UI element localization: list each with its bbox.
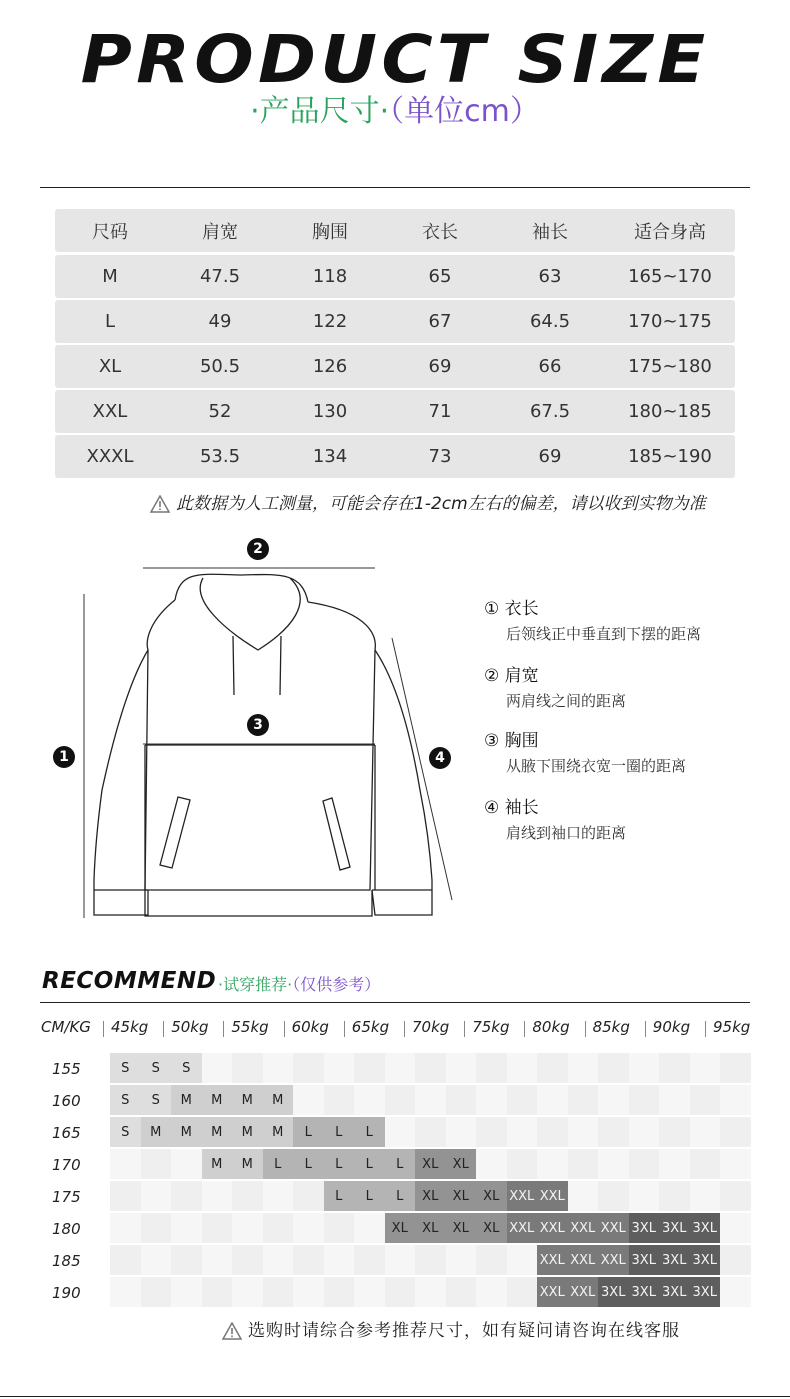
grid-cell: [720, 1149, 752, 1180]
grid-cell: [507, 1117, 539, 1148]
grid-cell: [720, 1245, 752, 1276]
legend-sleeve: [484, 793, 764, 843]
grid-cell: [263, 1213, 295, 1244]
pocket: [145, 745, 375, 890]
grid-cell: [598, 1053, 630, 1084]
grid-cell: M: [202, 1085, 234, 1116]
table-cell: XL: [98, 356, 122, 377]
grid-cell: M: [171, 1085, 203, 1116]
grid-cell: M: [141, 1117, 173, 1148]
grid-cell: XXL: [537, 1181, 569, 1212]
grid-cell: 3XL: [629, 1277, 661, 1308]
table-cell: 180~185: [628, 401, 712, 422]
table-cell: 52: [208, 401, 232, 422]
grid-cell: [354, 1085, 386, 1116]
grid-cell: S: [110, 1053, 142, 1084]
table-cell: 65: [428, 266, 452, 287]
grid-cell: [720, 1181, 752, 1212]
grid-cell: 3XL: [690, 1245, 722, 1276]
grid-cell: [263, 1245, 295, 1276]
grid-cell: [324, 1277, 356, 1308]
table-cell: 118: [312, 266, 348, 287]
header-separator: [223, 1021, 224, 1037]
grid-cell: L: [293, 1149, 325, 1180]
axis-label: CM/KG: [41, 1018, 91, 1036]
grid-cell: [202, 1213, 234, 1244]
grid-cell: [629, 1117, 661, 1148]
grid-cell: 3XL: [659, 1277, 691, 1308]
height-label: 170: [52, 1156, 81, 1174]
grid-cell: [690, 1085, 722, 1116]
grid-cell: L: [354, 1149, 386, 1180]
warning-icon: [150, 495, 170, 513]
weight-header: 65kg: [351, 1018, 390, 1036]
legend-num: ③: [484, 731, 500, 751]
weight-header: 70kg: [412, 1018, 450, 1036]
grid-cell: 3XL: [629, 1245, 661, 1276]
grid-cell: [293, 1181, 325, 1212]
grid-cell: [629, 1149, 661, 1180]
grid-cell: [537, 1053, 569, 1084]
grid-cell: [598, 1149, 630, 1180]
height-label: 190: [52, 1284, 81, 1302]
grid-cell: 3XL: [659, 1213, 691, 1244]
grid-cell: [324, 1053, 356, 1084]
grid-cell: [568, 1117, 600, 1148]
grid-cell: L: [263, 1149, 295, 1180]
grid-cell: [690, 1149, 722, 1180]
grid-cell: [446, 1277, 478, 1308]
grid-cell: 3XL: [690, 1277, 722, 1308]
column-header: 尺码: [92, 221, 128, 243]
grid-cell: [354, 1245, 386, 1276]
table-cell: 49: [208, 311, 232, 332]
grid-cell: [141, 1245, 173, 1276]
legend-desc: 从腋下围绕衣宽一圈的距离: [506, 757, 687, 775]
column-header: 袖长: [532, 221, 568, 243]
grid-cell: XL: [415, 1149, 447, 1180]
grid-cell: [415, 1085, 447, 1116]
table-cell: 69: [538, 446, 562, 467]
grid-cell: [507, 1085, 539, 1116]
grid-cell: 3XL: [629, 1213, 661, 1244]
grid-cell: M: [202, 1117, 234, 1148]
grid-cell: [629, 1181, 661, 1212]
recommend-subtitle-note: （仅供参考）: [292, 975, 381, 994]
header-separator: [344, 1021, 345, 1037]
recommend-note: [222, 1316, 680, 1341]
legend-length: [484, 594, 764, 644]
grid-cell: [354, 1053, 386, 1084]
grid-cell: XXL: [598, 1245, 630, 1276]
legend-desc: 后领线正中垂直到下摆的距离: [506, 625, 702, 643]
grid-cell: [324, 1245, 356, 1276]
table-cell: 69: [428, 356, 452, 377]
table-cell: 67: [428, 311, 452, 332]
size-table-row: [55, 390, 735, 433]
grid-cell: [598, 1085, 630, 1116]
grid-cell: M: [232, 1149, 264, 1180]
sleeve-measure-line: [392, 638, 452, 900]
grid-cell: [141, 1213, 173, 1244]
table-cell: 53.5: [199, 446, 241, 467]
grid-cell: 3XL: [659, 1245, 691, 1276]
height-label: 180: [52, 1220, 81, 1238]
table-cell: 63: [538, 266, 562, 287]
grid-cell: [385, 1277, 417, 1308]
grid-cell: [690, 1117, 722, 1148]
weight-header: 75kg: [472, 1018, 510, 1036]
grid-cell: XL: [415, 1181, 447, 1212]
grid-cell: [171, 1181, 203, 1212]
grid-cell: [354, 1213, 386, 1244]
weight-header: 85kg: [592, 1018, 630, 1036]
marker-3: 3: [247, 714, 269, 736]
grid-cell: L: [293, 1117, 325, 1148]
header-separator: [464, 1021, 465, 1037]
header-separator: [524, 1021, 525, 1037]
grid-cell: [446, 1117, 478, 1148]
grid-cell: [385, 1053, 417, 1084]
hood-outline: [175, 574, 308, 602]
grid-cell: [568, 1085, 600, 1116]
weight-header: 95kg: [713, 1018, 751, 1036]
table-cell: 67.5: [529, 401, 571, 422]
grid-cell: XXL: [537, 1245, 569, 1276]
height-label: 155: [52, 1060, 81, 1078]
grid-cell: [507, 1245, 539, 1276]
grid-cell: [659, 1149, 691, 1180]
grid-cell: [263, 1181, 295, 1212]
grid-cell: [385, 1117, 417, 1148]
size-table-header: [55, 209, 735, 252]
grid-cell: [476, 1277, 508, 1308]
grid-cell: [232, 1213, 264, 1244]
grid-cell: S: [110, 1085, 142, 1116]
pocket-slit-left: [160, 797, 190, 868]
right-sleeve: [372, 650, 432, 915]
size-table-row: [55, 255, 735, 298]
table-cell: 64.5: [529, 311, 571, 332]
grid-cell: [385, 1085, 417, 1116]
grid-cell: [293, 1213, 325, 1244]
marker-4: 4: [429, 747, 451, 769]
table-cell: 47.5: [199, 266, 241, 287]
grid-cell: [232, 1277, 264, 1308]
legend-chest: [484, 726, 764, 776]
grid-cell: [354, 1277, 386, 1308]
grid-cell: XXL: [537, 1213, 569, 1244]
table-cell: 66: [538, 356, 562, 377]
grid-cell: L: [385, 1181, 417, 1212]
table-cell: 73: [428, 446, 452, 467]
legend-desc: 两肩线之间的距离: [506, 692, 627, 710]
grid-cell: [446, 1053, 478, 1084]
legend-num: ④: [484, 798, 500, 818]
grid-cell: [690, 1053, 722, 1084]
grid-cell: XXL: [507, 1213, 539, 1244]
grid-cell: [537, 1085, 569, 1116]
column-header: 肩宽: [202, 221, 238, 243]
grid-cell: M: [202, 1149, 234, 1180]
grid-cell: L: [324, 1117, 356, 1148]
grid-cell: [476, 1245, 508, 1276]
grid-cell: [415, 1277, 447, 1308]
table-cell: 130: [312, 401, 348, 422]
grid-cell: [415, 1245, 447, 1276]
grid-cell: S: [171, 1053, 203, 1084]
grid-cell: [324, 1085, 356, 1116]
table-cell: 185~190: [628, 446, 712, 467]
grid-cell: [507, 1149, 539, 1180]
weight-header: 50kg: [171, 1018, 209, 1036]
grid-cell: 3XL: [690, 1213, 722, 1244]
grid-cell: [232, 1245, 264, 1276]
grid-cell: [141, 1181, 173, 1212]
table-cell: 170~175: [628, 311, 712, 332]
grid-cell: [232, 1053, 264, 1084]
grid-cell: [232, 1181, 264, 1212]
grid-cell: [659, 1117, 691, 1148]
grid-cell: [202, 1053, 234, 1084]
legend-num: ①: [484, 599, 500, 619]
grid-cell: [110, 1213, 142, 1244]
column-header: 衣长: [422, 221, 458, 243]
grid-cell: XL: [446, 1181, 478, 1212]
table-cell: 126: [312, 356, 348, 377]
header-separator: [163, 1021, 164, 1037]
recommend-note-text: 选购时请综合参考推荐尺寸，如有疑问请咨询在线客服: [248, 1321, 680, 1341]
grid-cell: L: [324, 1181, 356, 1212]
subtitle-product-size: ·产品尺寸·: [250, 94, 390, 129]
legend-name: 衣长: [504, 599, 539, 619]
header-separator: [103, 1021, 104, 1037]
grid-cell: [598, 1181, 630, 1212]
grid-cell: [598, 1117, 630, 1148]
grid-cell: M: [232, 1085, 264, 1116]
grid-cell: [385, 1245, 417, 1276]
grid-cell: XL: [476, 1213, 508, 1244]
grid-cell: [446, 1085, 478, 1116]
grid-cell: [537, 1149, 569, 1180]
table-cell: 134: [312, 446, 348, 467]
table-cell: 71: [428, 401, 452, 422]
grid-cell: [293, 1053, 325, 1084]
grid-cell: L: [324, 1149, 356, 1180]
page-title: PRODUCT SIZE: [80, 21, 710, 98]
header-separator: [284, 1021, 285, 1037]
legend-name: 胸围: [504, 731, 539, 751]
grid-cell: [629, 1053, 661, 1084]
measurement-note: [150, 489, 706, 514]
table-cell: L: [104, 311, 116, 332]
weight-header: 60kg: [291, 1018, 329, 1036]
size-table-row: [55, 435, 735, 478]
page-subtitle: [0, 92, 790, 132]
grid-cell: XL: [446, 1149, 478, 1180]
grid-cell: M: [263, 1117, 295, 1148]
recommend-title: RECOMMEND: [42, 968, 217, 994]
grid-cell: [293, 1245, 325, 1276]
grid-cell: [171, 1213, 203, 1244]
table-cell: 50.5: [199, 356, 241, 377]
recommend-divider: [40, 1002, 750, 1003]
grid-cell: [263, 1277, 295, 1308]
grid-cell: S: [141, 1085, 173, 1116]
size-table-row: [55, 300, 735, 343]
grid-cell: [202, 1277, 234, 1308]
grid-cell: [659, 1181, 691, 1212]
column-header: 适合身高: [634, 221, 706, 243]
grid-cell: M: [263, 1085, 295, 1116]
height-label: 175: [52, 1188, 81, 1206]
column-header: 胸围: [312, 221, 348, 243]
grid-cell: [720, 1085, 752, 1116]
grid-cell: M: [171, 1117, 203, 1148]
grid-cell: XL: [385, 1213, 417, 1244]
grid-cell: XL: [446, 1213, 478, 1244]
hood-inner: [200, 578, 300, 650]
recommend-subtitle-cn: ·试穿推荐·: [218, 975, 293, 994]
grid-cell: [476, 1149, 508, 1180]
grid-cell: [568, 1181, 600, 1212]
grid-cell: XL: [415, 1213, 447, 1244]
grid-cell: 3XL: [598, 1277, 630, 1308]
size-table-row: [55, 345, 735, 388]
divider: [40, 187, 750, 188]
header-separator: [585, 1021, 586, 1037]
grid-cell: [202, 1181, 234, 1212]
grid-cell: [568, 1053, 600, 1084]
weight-header: 80kg: [532, 1018, 570, 1036]
grid-cell: [659, 1053, 691, 1084]
legend-shoulder: [484, 661, 764, 711]
weight-header: 55kg: [231, 1018, 269, 1036]
legend-desc: 肩线到袖口的距离: [506, 824, 627, 842]
measurement-note-text: 此数据为人工测量，可能会存在1-2cm左右的偏差，请以收到实物为准: [176, 494, 706, 514]
hem: [145, 890, 372, 916]
grid-cell: L: [385, 1149, 417, 1180]
grid-cell: XXL: [507, 1181, 539, 1212]
grid-cell: [141, 1149, 173, 1180]
grid-cell: [476, 1085, 508, 1116]
table-cell: 165~170: [628, 266, 712, 287]
grid-cell: [507, 1053, 539, 1084]
table-cell: 122: [312, 311, 348, 332]
grid-cell: S: [141, 1053, 173, 1084]
grid-cell: [659, 1085, 691, 1116]
grid-cell: [110, 1149, 142, 1180]
grid-cell: [171, 1277, 203, 1308]
grid-cell: XXL: [598, 1213, 630, 1244]
grid-cell: [324, 1213, 356, 1244]
left-sleeve: [94, 650, 148, 915]
table-cell: XXXL: [86, 446, 134, 467]
weight-header: 45kg: [111, 1018, 149, 1036]
height-label: 160: [52, 1092, 81, 1110]
grid-cell: [720, 1277, 752, 1308]
grid-cell: [415, 1117, 447, 1148]
recommend-subtitle: [218, 972, 380, 995]
legend-num: ②: [484, 666, 500, 686]
grid-cell: L: [354, 1117, 386, 1148]
subtitle-unit: （单位cm）: [389, 94, 540, 129]
grid-cell: L: [354, 1181, 386, 1212]
grid-cell: [171, 1245, 203, 1276]
grid-cell: [507, 1277, 539, 1308]
grid-cell: XXL: [568, 1277, 600, 1308]
table-cell: 175~180: [628, 356, 712, 377]
grid-cell: XXL: [537, 1277, 569, 1308]
grid-cell: [476, 1117, 508, 1148]
grid-cell: [568, 1149, 600, 1180]
grid-cell: [446, 1245, 478, 1276]
header-separator: [404, 1021, 405, 1037]
grid-cell: [690, 1181, 722, 1212]
drawstrings: [233, 636, 281, 695]
grid-cell: [629, 1085, 661, 1116]
grid-cell: [110, 1277, 142, 1308]
grid-cell: XXL: [568, 1245, 600, 1276]
bottom-divider: [0, 1396, 790, 1397]
grid-cell: XL: [476, 1181, 508, 1212]
grid-cell: [415, 1053, 447, 1084]
marker-1: 1: [53, 746, 75, 768]
warning-icon: [222, 1322, 242, 1340]
grid-cell: [293, 1277, 325, 1308]
grid-cell: [293, 1085, 325, 1116]
grid-cell: XXL: [568, 1213, 600, 1244]
grid-cell: [141, 1277, 173, 1308]
legend-name: 袖长: [504, 798, 539, 818]
weight-header: 90kg: [652, 1018, 691, 1036]
table-cell: XXL: [92, 401, 128, 422]
grid-cell: [171, 1149, 203, 1180]
grid-cell: M: [232, 1117, 264, 1148]
legend-name: 肩宽: [504, 666, 539, 686]
grid-cell: [720, 1117, 752, 1148]
header-separator: [645, 1021, 646, 1037]
pocket-slit-right: [323, 798, 350, 870]
header-separator: [705, 1021, 706, 1037]
grid-cell: [202, 1245, 234, 1276]
grid-cell: [476, 1053, 508, 1084]
height-label: 165: [52, 1124, 81, 1142]
table-cell: M: [102, 266, 118, 287]
grid-cell: [263, 1053, 295, 1084]
grid-cell: [720, 1213, 752, 1244]
height-label: 185: [52, 1252, 81, 1270]
grid-cell: [110, 1245, 142, 1276]
grid-cell: [110, 1181, 142, 1212]
marker-2: 2: [247, 538, 269, 560]
grid-cell: [720, 1053, 752, 1084]
grid-cell: S: [110, 1117, 142, 1148]
grid-cell: [537, 1117, 569, 1148]
